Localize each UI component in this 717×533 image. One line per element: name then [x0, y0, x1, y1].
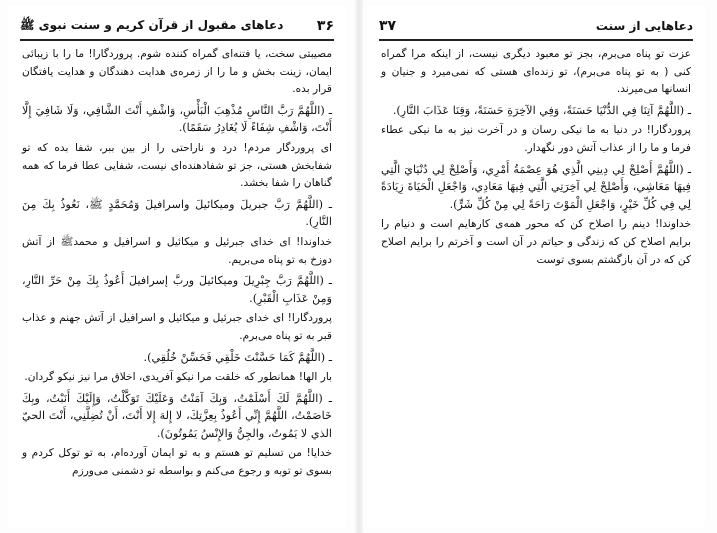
paragraph: خداوندا! ای خدای جبرئیل و میکائیل و اسرافیل و محمدﷺ از آتش دوزخ به تو پناه می‌بریم.	[22, 235, 332, 266]
paragraph: خدایا! من تسلیم تو هستم و به تو ایمان آورده‌ام، به تو توکل کردم و بسوی تو توبه و رجوع می‌کنم و بواسطه تو دشمنی می‌ورزم	[22, 447, 332, 478]
left-page-number: ۳۶	[316, 18, 334, 34]
left-page-header	[20, 14, 334, 38]
paragraph: پروردگارا! ای خدای جبرئیل و میکائیل و اسرافیل از آتش جهنم و عذاب قبر به تو پناه می‌برم.	[22, 312, 332, 342]
left-page	[8, 6, 346, 527]
right-page-header	[379, 14, 693, 38]
right-page-number: ۳۷	[379, 18, 397, 34]
arabic-prayer: ـ (اللَّهُمَّ رَبَّ جِبْرِيلَ وميكائيلَ وربَّ إسرافيلَ أَعُوذُ بِكَ مِنْ حَرِّ النَّارِ، وَمِنْ عَذَابِ الْقَبْرِ).	[22, 274, 332, 305]
book-gutter	[355, 0, 363, 533]
paragraph: ای پروردگار مردم! درد و ناراحتی را از بین ببر، شفا بده که تو شفابخش هستی، جز تو شفادهنده‌ای نیست، شفایی عطا فرما که همه گناهان را شفا بخشد.	[22, 141, 332, 190]
right-page-title: دعاهایی از سنت	[595, 19, 693, 33]
left-page-title: دعاهای مقبول از قرآن کریم و سنت نبوی ﷺ	[20, 17, 284, 32]
paragraph: بار الها! همانطور که خلقت مرا نیکو آفریدی، اخلاق مرا نیز نیکو گردان.	[24, 371, 332, 384]
right-page-body	[381, 46, 691, 272]
right-header-rule	[379, 39, 693, 41]
arabic-prayer: ـ (اللَّهُمَّ رَبَّ النَّاسِ مُذْهِبَ الْبَأْسِ، وَاشْفِ أَنْتَ الشَّافِي، وَلَا شَافِيَ إِلَّا أَنْتَ، وَاشْفِ شِفَاءً لَا يُغَادِرُ سَقَمًا).	[22, 103, 332, 135]
left-page-body	[22, 46, 332, 484]
paragraph: پروردگارا! در دنیا به ما نیکی رسان و در آخرت نیز به ما نیکی عطاء فرما و ما را از عذاب آتش دور نگهدار.	[381, 124, 691, 154]
arabic-prayer: ـ (اللَّهُمَّ آتِنَا فِي الدُّنْيَا حَسَنَةً، وَفِي الآخِرَةِ حَسَنَةً، وَقِنَا عَذَابَ النَّارِ).	[392, 103, 691, 117]
paragraph: مصیبتی سخت، یا فتنه‌ای گمراه کننده شوم. پروردگارا! ما را با زیبائی ایمان، زینت بخش و ما را از زمره‌ی هدایت دهندگان و هدایت یافتگان قرار بده.	[22, 48, 332, 96]
arabic-prayer: ـ (اللَّهُمَّ لَكَ أَسْلَمْتُ، وَبِكَ آمَنْتُ وَعَلَيْكَ تَوَكَّلْتُ، وَإِلَيْكَ أَنَبْتُ، وبِكَ خَاصَمْتُ، اللَّهُمَّ إِنِّي أَعُوذُ بِعِزَّتِكَ، لا إِلهَ إِلا أَنْتَ، أَنْ تُضِلَّنِي، أَنْتَ الحيّ الذي لا يَمُوتُ، والجِنُّ وَالإِنْسُ يَمُوتُونَ).	[22, 391, 332, 440]
arabic-prayer: ـ (اللَّهُمَّ أَصْلِحْ لِي دِينِي الَّذِي هُوَ عِصْمَةُ أَمْرِي، وَأَصْلِحْ لِي دُنْيَايَ الَّتِي فِيهَا مَعَاشِي، وَأَصْلِحْ لِي آخِرَتِي الَّتِي فِيهَا مَعَادِي، وَاجْعَلِ الْحَيَاةَ زِيَادَةً لِي فِي كُلِّ خَيْرٍ، وَاجْعَلِ الْمَوْتَ رَاحَةً لِي مِنْ كُلِّ شَرٍّ).	[381, 162, 691, 211]
arabic-prayer: ـ (اللَّهُمَّ رَبَّ جبريلَ وميكائيلَ واسرافيلَ وَمُحَمَّدٍ ﷺ، نَعُوذُ بِكَ مِنَ النَّارِ).	[22, 197, 332, 229]
arabic-prayer: ـ (اللَّهُمَّ كَمَا حَسَّنْتَ خَلْقِي فَحَسِّنْ خُلُقِي).	[143, 350, 332, 364]
paragraph: خداوندا! دینم را اصلاح کن که محور همه‌ی کارهایم است و دنیام را برایم اصلاح کن که زندگی و حیاتم در آن است و آخرتم را برایم اصلاح کن که در آن بازگشتم بسوی توست	[381, 218, 691, 266]
left-header-rule	[20, 39, 334, 41]
paragraph: عزت تو پناه می‌برم، بجز تو معبود دیگری نیست، از اینکه مرا گمراه کنی ( به تو پناه می‌برم)، تو زنده‌ای هستی که نمی‌میرد و جنیان و انسانها می‌میرند.	[381, 48, 691, 96]
right-page	[367, 6, 705, 527]
